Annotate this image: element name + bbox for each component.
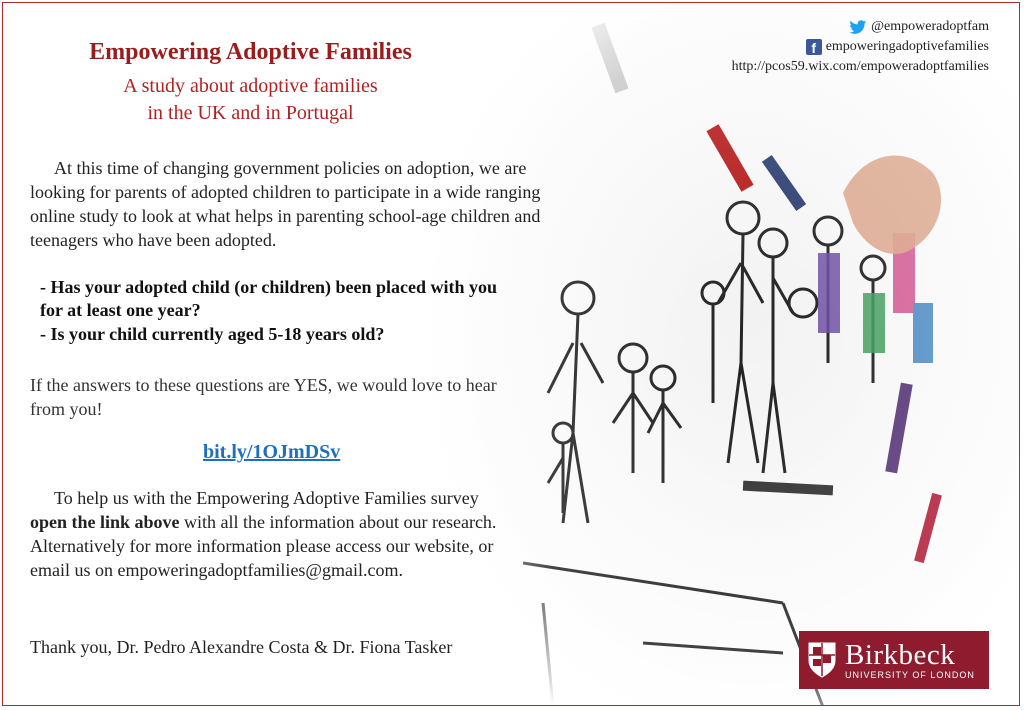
twitter-row[interactable] <box>732 17 989 37</box>
flyer <box>2 2 1020 706</box>
facebook-icon: f <box>806 39 822 55</box>
help-text-end: with all the information about our research. Alternatively for more information please access our website, or email us on empoweringadoptfamilies@gmail.com. <box>30 512 497 580</box>
facebook-row[interactable] <box>732 37 989 57</box>
facebook-name: empoweringadoptivefamilies <box>825 39 989 54</box>
question-placement: - Has your adopted child (or children) been placed with you for at least one year? <box>40 277 498 320</box>
website-url[interactable]: http://pcos59.wix.com/empoweradoptfamilies <box>731 59 989 74</box>
help-text-bold: open the link above <box>30 512 180 532</box>
thanks-line: Thank you, Dr. Pedro Alexandre Costa & Dr. Fiona Tasker <box>30 637 453 657</box>
help-text-start: To help us with the Empowering Adoptive Families survey <box>54 488 479 508</box>
logo-text <box>845 640 975 680</box>
birkbeck-logo <box>799 631 989 689</box>
logo-subtitle: UNIVERSITY OF LONDON <box>845 670 975 680</box>
subtitle-line-2: in the UK and in Portugal <box>147 102 354 124</box>
help-paragraph <box>30 486 500 582</box>
twitter-bird-icon <box>849 20 867 35</box>
logo-name: Birkbeck <box>845 639 956 671</box>
social-links <box>732 17 989 77</box>
answer-prompt: If the answers to these questions are YES, we would love to hear from you! <box>30 375 497 419</box>
subtitle-line-1: A study about adoptive families <box>123 75 378 97</box>
question-age: - Is your child currently aged 5-18 years old? <box>40 324 385 344</box>
twitter-handle: @empoweradoptfam <box>871 19 989 34</box>
family-drawing-illustration <box>423 3 1020 706</box>
children-drawing-image <box>423 3 1020 706</box>
website-row[interactable] <box>732 57 989 77</box>
intro-paragraph: At this time of changing government policies on adoption, we are looking for parents of adopted children to participate in a wide ranging online study to look at what helps in parenting school-age children and teenagers who have been adopted. <box>30 158 541 250</box>
survey-link[interactable]: bit.ly/1OJmDSv <box>203 441 341 463</box>
university-shield-icon <box>807 641 837 679</box>
flyer-subtitle <box>23 73 478 127</box>
flyer-title: Empowering Adoptive Families <box>89 39 412 65</box>
